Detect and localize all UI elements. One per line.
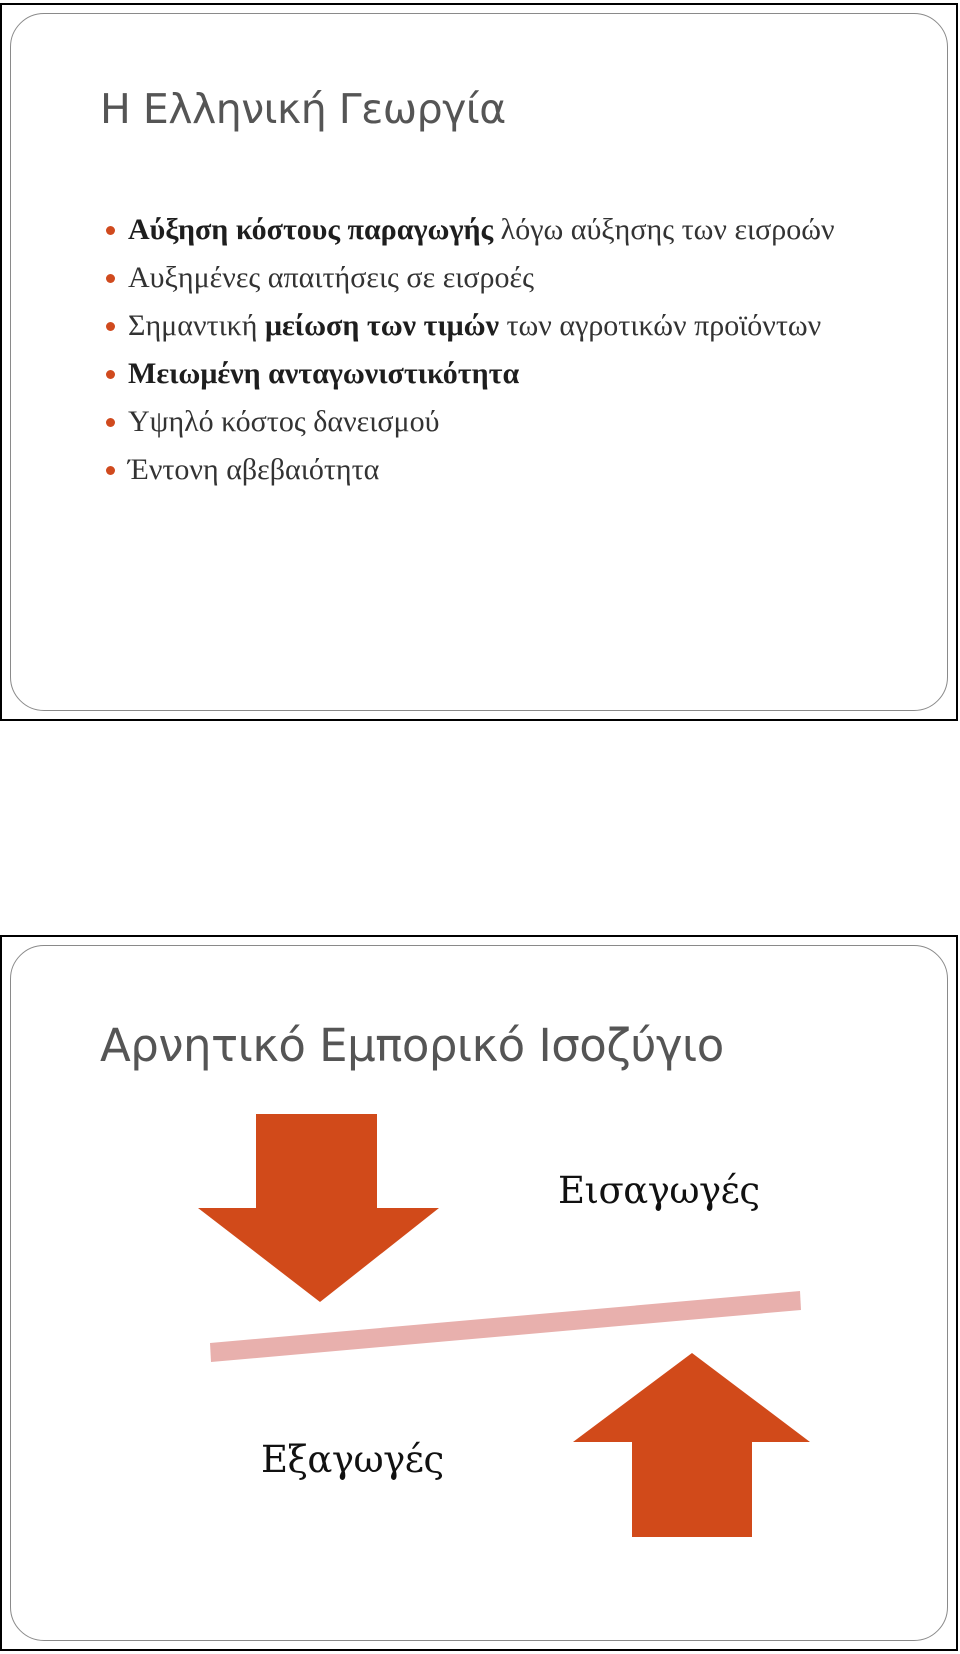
bullet-text: λόγω αύξησης των εισροών xyxy=(493,213,835,246)
slide-1-title: Η Ελληνική Γεωργία xyxy=(100,85,506,133)
bullet-list xyxy=(100,210,900,498)
bullet-item xyxy=(100,450,900,490)
bullet-text: Έντονη αβεβαιότητα xyxy=(128,453,380,486)
trade-balance-diagram xyxy=(2,937,956,1649)
bullet-dot-icon xyxy=(106,322,115,331)
bullet-dot-icon xyxy=(106,418,115,427)
bullet-item xyxy=(100,258,900,298)
bullet-text: Σημαντική xyxy=(128,309,265,342)
bullet-text: Αυξημένες απαιτήσεις σε εισροές xyxy=(128,261,534,294)
bullet-bold-text: Αύξηση κόστους παραγωγής xyxy=(128,213,494,246)
bullet-item xyxy=(100,210,900,250)
bullet-dot-icon xyxy=(106,226,115,235)
bullet-item xyxy=(100,354,900,394)
bullet-text: Υψηλό κόστος δανεισμού xyxy=(128,405,440,438)
bullet-text: των αγροτικών προϊόντων xyxy=(499,309,822,342)
bullet-bold-text: Μειωμένη ανταγωνιστικότητα xyxy=(128,357,520,390)
bullet-item xyxy=(100,306,900,346)
bullet-bold-text: μείωση των τιμών xyxy=(264,309,499,342)
balance-beam xyxy=(210,1291,801,1362)
up-arrow-icon xyxy=(573,1353,810,1537)
down-arrow-icon xyxy=(198,1114,439,1302)
slide-1 xyxy=(0,3,958,721)
slide-2 xyxy=(0,935,958,1651)
bullet-item xyxy=(100,402,900,442)
bullet-dot-icon xyxy=(106,370,115,379)
bullet-dot-icon xyxy=(106,274,115,283)
imports-label: Εισαγωγές xyxy=(558,1169,760,1212)
slide-2-title: Αρνητικό Εμπορικό Ισοζύγιο xyxy=(100,1019,724,1072)
exports-label: Εξαγωγές xyxy=(261,1438,444,1481)
bullet-dot-icon xyxy=(106,466,115,475)
